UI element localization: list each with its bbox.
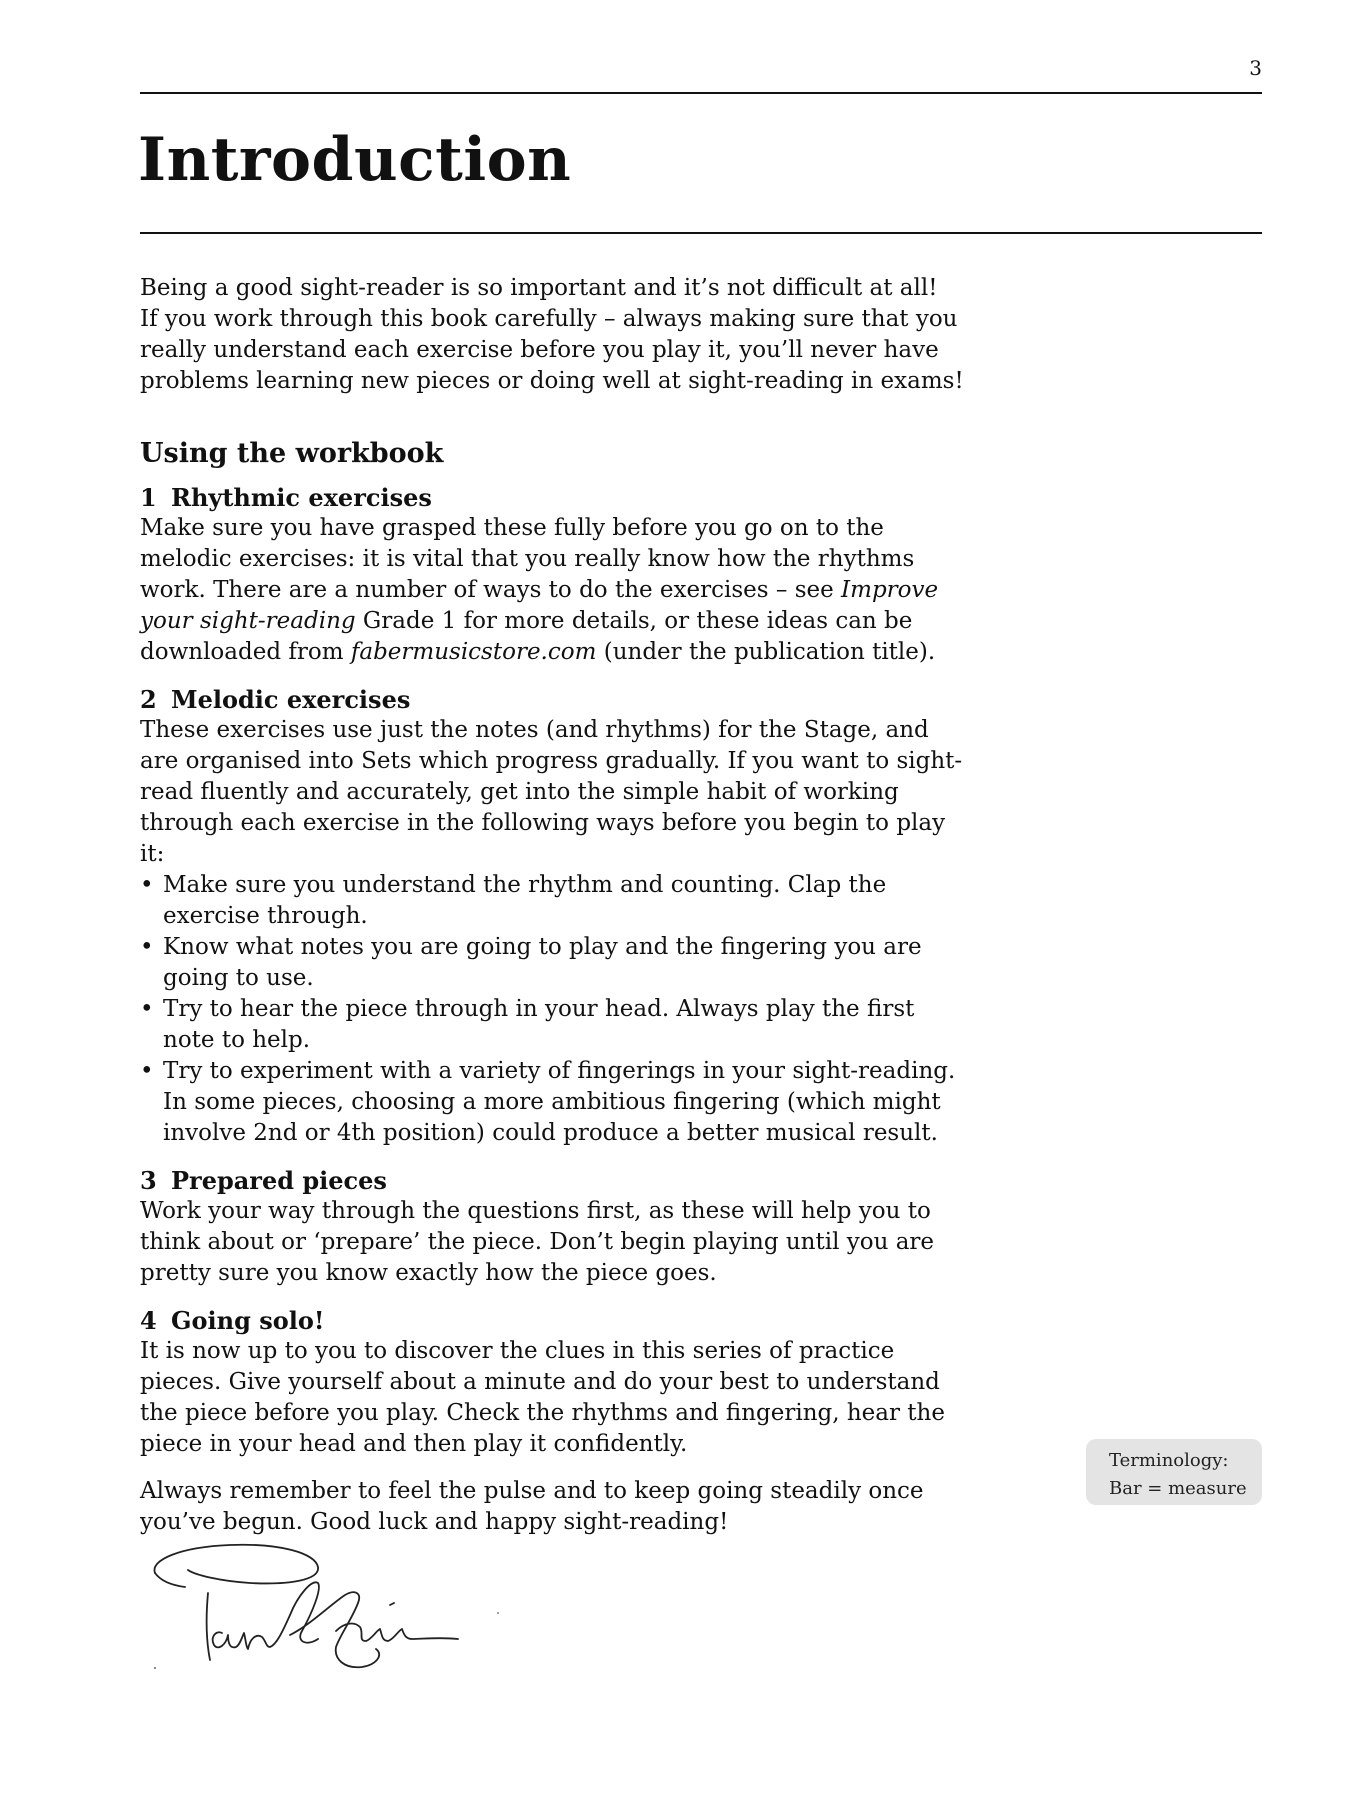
section-heading <box>140 1305 970 1336</box>
terminology-label: Terminology: <box>1109 1450 1229 1471</box>
page-number: 3 <box>1249 56 1262 80</box>
bullet-icon: • <box>140 1058 154 1084</box>
bullet-icon: • <box>140 872 154 898</box>
section-number: 4 <box>140 1306 157 1335</box>
section-title: Going solo! <box>171 1306 325 1335</box>
section-body <box>140 513 970 668</box>
bullet-icon: • <box>140 996 154 1022</box>
bullet-icon: • <box>140 934 154 960</box>
signature-icon <box>140 1535 540 1695</box>
book-title: Improve your sight-reading <box>140 577 939 634</box>
intro-line-1: Being a good sight-reader is so important and it’s not difficult at all! <box>140 275 938 301</box>
section-heading <box>140 1165 970 1196</box>
list-item-text: Make sure you understand the rhythm and counting. Clap the exercise through. <box>163 872 887 929</box>
section-heading <box>140 482 970 513</box>
list-item <box>140 870 970 932</box>
section-title: Melodic exercises <box>171 685 411 714</box>
section-prepared-pieces <box>140 1165 970 1289</box>
section-body-text: Grade 1 for more details, or these ideas can be downloaded from <box>140 608 913 665</box>
terminology-definition: Bar = measure <box>1109 1478 1247 1499</box>
section-melodic-exercises <box>140 684 970 1149</box>
section-body: Work your way through the questions first, as these will help you to think about or ‘prepare’ the piece. Don’t begin playing until you are pretty sure you know exactly how the piece goes. <box>140 1198 935 1286</box>
list-item <box>140 994 970 1056</box>
section-body: It is now up to you to discover the clues in this series of practice pieces. Give yourself about a minute and do your best to understand the piece before you play. Check the rhythms and fingering, hear the piece in your head and then play it confidently. <box>140 1338 945 1457</box>
section-body-text: Make sure you have grasped these fully before you go on to the melodic exercises: it is vital that you really know how the rhythms work. There are a number of ways to do the exercises – see <box>140 515 915 603</box>
section-going-solo <box>140 1305 970 1460</box>
list-item <box>140 1056 970 1149</box>
intro-line-2: If you work through this book carefully – always making sure that you really understand each exercise before you play it, you’ll never have problems learning new pieces or doing well at sight-reading in exams! <box>140 306 964 394</box>
section-body: These exercises use just the notes (and rhythms) for the Stage, and are organised into Sets which progress gradually. If you want to sight-read fluently and accurately, get into the simple habit of working through each exercise in the following ways before you begin to play it: <box>140 717 963 867</box>
list-item-text: Know what notes you are going to play and the fingering you are going to use. <box>163 934 922 991</box>
section-rhythmic-exercises <box>140 482 970 668</box>
terminology-note <box>1086 1439 1262 1505</box>
workbook-heading: Using the workbook <box>140 438 444 469</box>
closing-paragraph: Always remember to feel the pulse and to keep going steadily once you’ve begun. Good luck and happy sight-reading! <box>140 1478 924 1535</box>
section-body-text: (under the publication title). <box>596 639 936 665</box>
main-content <box>140 273 970 1538</box>
section-title: Rhythmic exercises <box>171 483 432 512</box>
section-number: 2 <box>140 685 157 714</box>
header-rule-bottom <box>140 232 1262 234</box>
page-title: Introduction <box>138 125 572 195</box>
list-item-text: Try to experiment with a variety of fingerings in your sight-reading. In some pieces, choosing a more ambitious fingering (which might involve 2nd or 4th position) could produce a better musical result. <box>163 1058 956 1146</box>
section-number: 1 <box>140 483 157 512</box>
section-title: Prepared pieces <box>171 1166 387 1195</box>
section-heading <box>140 684 970 715</box>
website-link: fabermusicstore.com <box>350 639 597 665</box>
list-item <box>140 932 970 994</box>
tips-list <box>140 870 970 1149</box>
list-item-text: Try to hear the piece through in your head. Always play the first note to help. <box>163 996 915 1053</box>
header-rule-top <box>140 92 1262 94</box>
intro-paragraph <box>140 273 970 397</box>
section-number: 3 <box>140 1166 157 1195</box>
